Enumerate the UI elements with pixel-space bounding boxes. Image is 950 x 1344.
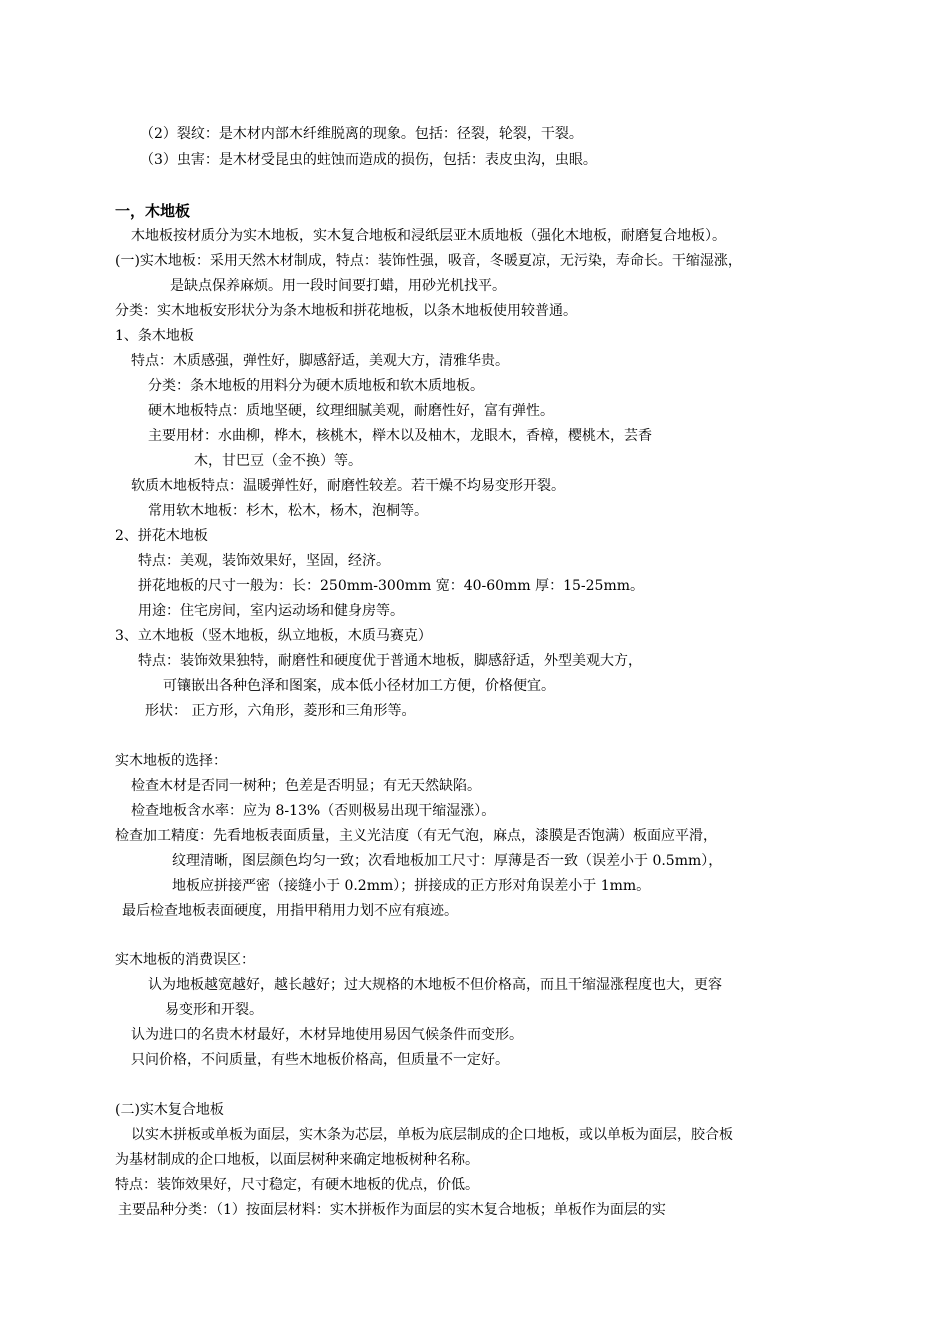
text-line: 检查地板含水率：应为 8-13%（否则极易出现干缩湿涨）。 xyxy=(131,803,496,819)
text-line: 常用软木地板：杉木，松木，杨木，泡桐等。 xyxy=(148,503,428,519)
text-line: 地板应拼接严密（接缝小于 0.2mm）；拼接成的正方形对角误差小于 1mm。 xyxy=(172,878,651,894)
section-heading: 一，木地板 xyxy=(115,202,191,220)
subsection-heading: 2、拼花木地板 xyxy=(115,528,208,544)
text-line: 特点：装饰效果独特，耐磨性和硬度优于普通木地板，脚感舒适，外型美观大方， xyxy=(138,653,642,669)
text-line: 用途：住宅房间，室内运动场和健身房等。 xyxy=(138,603,404,619)
text-line: 木地板按材质分为实木地板，实木复合地板和浸纸层亚木质地板（强化木地板，耐磨复合地板）。 xyxy=(131,228,726,244)
text-line: 是缺点保养麻烦。用一段时间要打蜡，用砂光机找平。 xyxy=(170,278,506,294)
subsection-heading: 1、条木地板 xyxy=(115,328,194,344)
text-line: 软质木地板特点：温暖弹性好，耐磨性较差。若干燥不均易变形开裂。 xyxy=(131,478,565,494)
text-line: 以实木拼板或单板为面层，实木条为芯层，单板为底层制成的企口地板，或以单板为面层，胶合板 xyxy=(131,1127,733,1143)
text-line: 分类：条木地板的用料分为硬木质地板和软木质地板。 xyxy=(148,378,484,394)
text-line: 主要用材：水曲柳，桦木，核桃木，榉木以及柚木，龙眼木，香樟，樱桃木，芸香 xyxy=(148,428,652,444)
text-line: 形状： 正方形，六角形，菱形和三角形等。 xyxy=(145,703,416,719)
text-line: 检查木材是否同一树种；色差是否明显；有无天然缺陷。 xyxy=(131,778,481,794)
text-line: 分类：实木地板安形状分为条木地板和拼花地板，以条木地板使用较普通。 xyxy=(115,303,577,319)
text-line: 特点：木质感强，弹性好，脚感舒适，美观大方，清雅华贵。 xyxy=(131,353,509,369)
text-line: (一)实木地板：采用天然木材制成，特点：装饰性强，吸音，冬暖夏凉，无污染，寿命长。干缩湿涨， xyxy=(115,253,742,269)
text-line: 只问价格，不问质量，有些木地板价格高，但质量不一定好。 xyxy=(131,1052,509,1068)
text-line: （3）虫害：是木材受昆虫的蛀蚀而造成的损伤，包括：表皮虫沟，虫眼。 xyxy=(140,152,597,168)
text-line: 纹理清晰，图层颜色均匀一致；次看地板加工尺寸：厚薄是否一致（误差小于 0.5mm）， xyxy=(172,853,723,869)
subsection-heading: (二)实木复合地板 xyxy=(115,1102,224,1118)
text-line: （2）裂纹：是木材内部木纤维脱离的现象。包括：径裂，轮裂，干裂。 xyxy=(140,126,583,142)
subsection-heading: 实木地板的消费误区： xyxy=(115,952,255,968)
subsection-heading: 实木地板的选择： xyxy=(115,753,227,769)
text-line: 为基材制成的企口地板，以面层树种来确定地板树种名称。 xyxy=(115,1152,479,1168)
text-line: 硬木地板特点：质地坚硬，纹理细腻美观，耐磨性好，富有弹性。 xyxy=(148,403,554,419)
text-line: 主要品种分类：（1）按面层材料：实木拼板作为面层的实木复合地板；单板作为面层的实 xyxy=(118,1202,666,1218)
text-line: 认为地板越宽越好，越长越好；过大规格的木地板不但价格高，而且干缩湿涨程度也大，更容 xyxy=(148,977,722,993)
text-line: 易变形和开裂。 xyxy=(165,1002,263,1018)
text-line: 可镶嵌出各种色泽和图案，成本低小径材加工方便，价格便宜。 xyxy=(163,678,555,694)
subsection-heading: 3、立木地板（竖木地板，纵立地板，木质马赛克） xyxy=(115,628,432,644)
text-line: 检查加工精度：先看地板表面质量，主义光洁度（有无气泡，麻点，漆膜是否饱满）板面应平滑， xyxy=(115,828,717,844)
text-line: 最后检查地板表面硬度，用指甲稍用力划不应有痕迹。 xyxy=(122,903,458,919)
text-line: 木，甘巴豆（金不换）等。 xyxy=(194,453,362,469)
text-line: 拼花地板的尺寸一般为：长：250mm-300mm 宽：40-60mm 厚：15-25mm。 xyxy=(138,578,644,594)
text-line: 认为进口的名贵木材最好，木材异地使用易因气候条件而变形。 xyxy=(131,1027,523,1043)
text-line: 特点：装饰效果好，尺寸稳定，有硬木地板的优点，价低。 xyxy=(115,1177,479,1193)
text-line: 特点：美观，装饰效果好，坚固，经济。 xyxy=(138,553,390,569)
